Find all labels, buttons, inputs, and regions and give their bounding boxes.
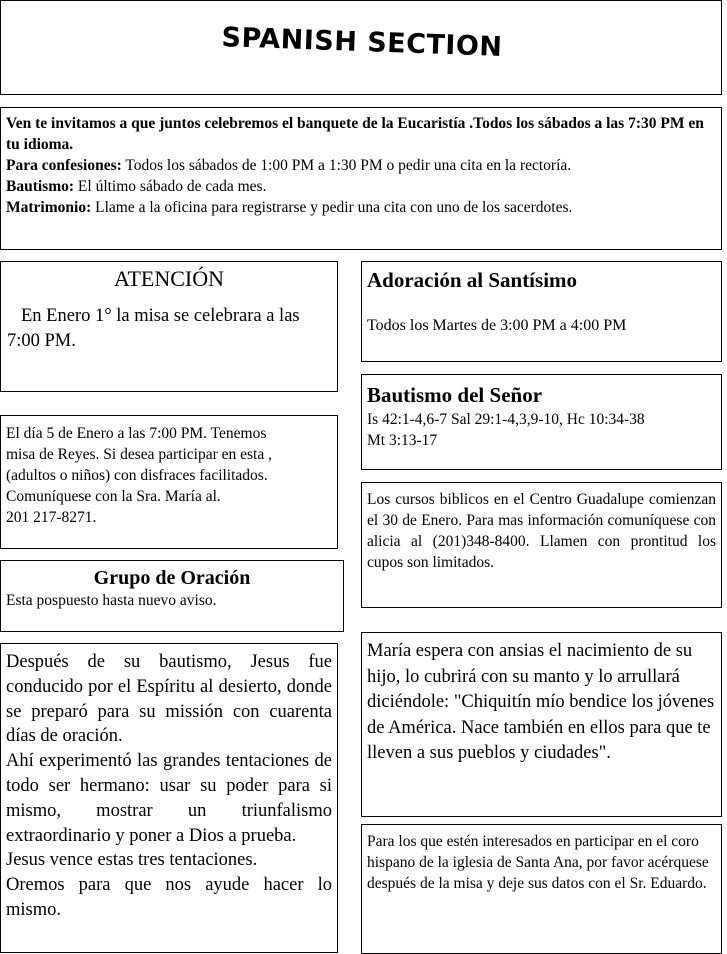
- tentaciones-paragraph: Después de su bautismo, Jesus fue conducido por el Espíritu al desierto, donde se preparó para su missión con cuarenta días de oración.: [6, 652, 332, 747]
- confesiones-label: Para confesiones:: [6, 157, 122, 174]
- bautismo-senor-heading: Bautismo del Señor: [367, 383, 543, 407]
- matrimonio-line: [6, 197, 716, 218]
- cursos-biblicos-box: [361, 482, 722, 608]
- matrimonio-text: Llame a la oficina para registrarse y pedir una cita con uno de los sacerdotes.: [91, 199, 573, 216]
- adoracion-box: [361, 261, 722, 362]
- reyes-line: misa de Reyes. Si desea participar en esta ,: [6, 446, 272, 463]
- confesiones-line: [6, 155, 716, 176]
- header-box: [0, 0, 722, 95]
- coro-body: Para los que estén interesados en participar en el coro hispano de la iglesia de Santa Ana, por favor acérquese después de la misa y deje sus datos con el Sr. Eduardo.: [367, 833, 709, 892]
- tentaciones-paragraph: Ahí experimentó las grandes tentaciones de todo ser hermano: usar su poder para si mismo, mostrar un triunfalismo extraordinario y poner a Dios a prueba.: [6, 751, 332, 846]
- bautismo-senor-box: [361, 374, 722, 470]
- matrimonio-label: Matrimonio:: [6, 199, 92, 216]
- confesiones-text: Todos los sábados de 1:00 PM a 1:30 PM o pedir una cita en la rectoría.: [121, 157, 572, 174]
- cursos-biblicos-body: Los cursos biblicos en el Centro Guadalupe comienzan el 30 de Enero. Para mas información comuníquese con alicia al (201)348-8400. Llamen con prontitud los cupos son limitados.: [367, 491, 716, 571]
- bautismo-text: El último sábado de cada mes.: [74, 178, 267, 195]
- reyes-box: [0, 415, 338, 549]
- adoracion-body: Todos los Martes de 3:00 PM a 4:00 PM: [367, 317, 627, 334]
- tentaciones-paragraph: Jesus vence estas tres tentaciones.: [6, 850, 258, 871]
- coro-box: [361, 824, 722, 954]
- maria-box: [361, 632, 722, 817]
- bautismo-line: [6, 176, 716, 197]
- atencion-body: En Enero 1° la misa se celebrara a las 7:00 PM.: [7, 306, 300, 351]
- atencion-box: [0, 261, 338, 392]
- reyes-line: (adultos o niños) con disfraces facilitados.: [6, 467, 268, 484]
- mass-info-box: [0, 107, 722, 250]
- grupo-oracion-heading: Grupo de Oración: [93, 567, 251, 589]
- maria-body: María espera con ansias el nacimiento de su hijo, lo cubrirá con su manto y lo arrullará diciéndole: "Chiquitín mío bendice los jóvenes de América. Nace también en ellos para que te lleven a sus pueblos y ciudades".: [367, 641, 715, 763]
- tentaciones-paragraph: Oremos para que nos ayude hacer lo mismo.: [6, 875, 332, 920]
- reyes-phone: 201 217-8271.: [6, 509, 97, 526]
- bautismo-label: Bautismo:: [6, 178, 75, 195]
- mass-invitation: [6, 113, 716, 155]
- atencion-heading: ATENCIÓN: [114, 266, 224, 291]
- reyes-line: El día 5 de Enero a las 7:00 PM. Tenemos: [6, 425, 267, 442]
- tentaciones-box: [0, 643, 338, 953]
- reyes-line: Comuníquese con la Sra. María al.: [6, 488, 221, 505]
- grupo-oracion-box: [0, 560, 344, 632]
- mass-invitation-text: Ven te invitamos a que juntos celebremos el banquete de la Eucaristía .Todos los sábados a las 7:30 PM en tu idioma.: [6, 115, 704, 153]
- readings-line: Is 42:1-4,6-7 Sal 29:1-4,3,9-10, Hc 10:34-38: [367, 411, 645, 428]
- bautismo-senor-readings: [367, 409, 716, 451]
- grupo-oracion-body: Esta pospuesto hasta nuevo aviso.: [6, 592, 217, 609]
- readings-line: Mt 3:13-17: [367, 432, 438, 449]
- adoracion-heading: Adoración al Santísimo: [367, 268, 578, 292]
- page-title: SPANISH SECTION: [221, 22, 503, 63]
